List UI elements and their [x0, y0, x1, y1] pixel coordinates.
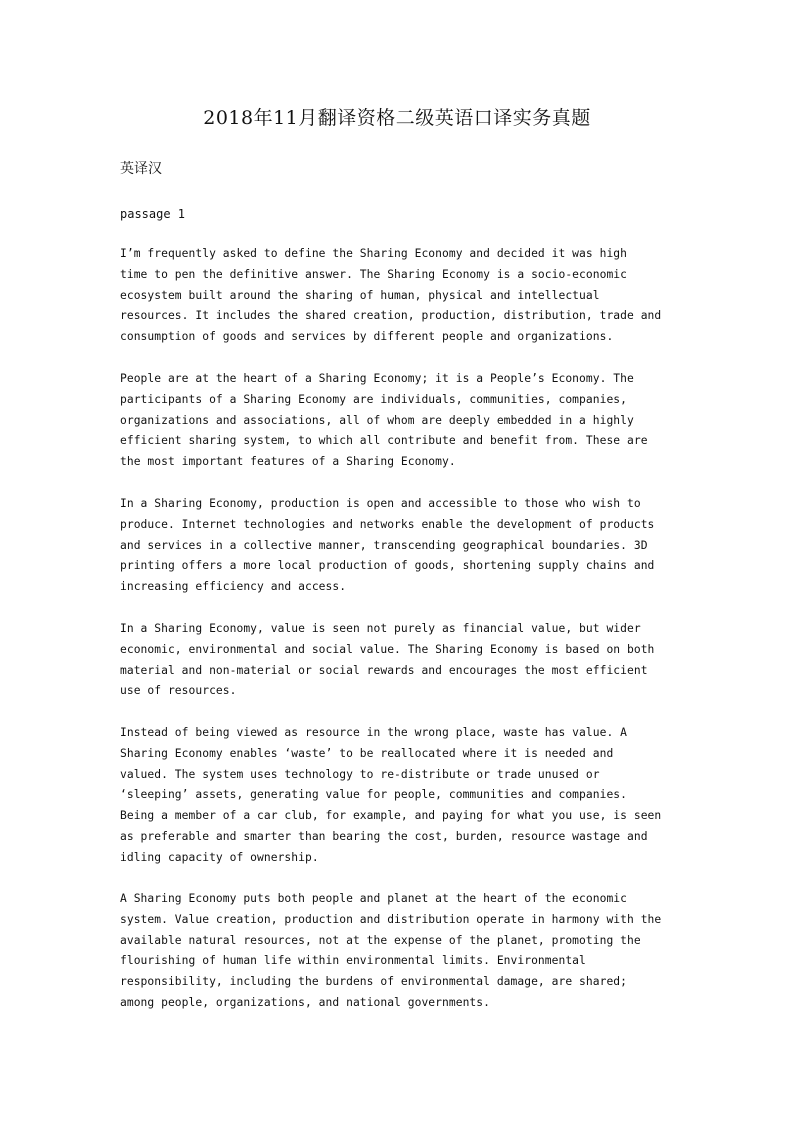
paragraph-1: I’m frequently asked to define the Sharing Economy and decided it was high time to pen the definitive answer. The Sharing Economy is a socio-economic ecosystem built around the sharing of human, physical and intellectual resources. It includes the shared creation, production, distribution, trade and consumption of goods and services by different people and organizations.: [120, 247, 662, 344]
paragraph-3: In a Sharing Economy, production is open and accessible to those who wish to produce. Internet technologies and networks enable the development of products and services in a collective manner, transcending geographical boundaries. 3D printing offers a more local production of goods, shortening supply chains and increasing efficiency and access.: [120, 497, 655, 594]
paragraph-4: In a Sharing Economy, value is seen not purely as financial value, but wider economic, environmental and social value. The Sharing Economy is based on both material and non-material or social rewards and encourages the most efficient use of resources.: [120, 622, 655, 698]
section-heading: 英译汉: [120, 161, 162, 177]
passage-label: passage 1: [120, 207, 186, 221]
document-title: 2018年11月翻译资格二级英语口译实务真题: [203, 107, 591, 129]
paragraph-2: People are at the heart of a Sharing Economy; it is a People’s Economy. The participants of a Sharing Economy are individuals, communities, companies, organizations and associations, all of whom are deeply embedded in a highly efficient sharing system, to which all contribute and benefit from. These are the most important features of a Sharing Economy.: [120, 372, 648, 469]
paragraph-5: Instead of being viewed as resource in the wrong place, waste has value. A Sharing Economy enables ‘waste’ to be reallocated where it is needed and valued. The system uses technology to re-distribute or trade unused or ‘sleeping’ assets, generating value for people, communities and companies. Being a member of a car club, for example, and paying for what you use, is seen as preferable and smarter than bearing the cost, burden, resource wastage and idling capacity of ownership.: [120, 726, 662, 864]
paragraph-6: A Sharing Economy puts both people and planet at the heart of the economic system. Value creation, production and distribution operate in harmony with the available natural resources, not at the expense of the planet, promoting the flourishing of human life within environmental limits. Environmental responsibility, including the burdens of environmental damage, are shared; among people, organizations, and national governments.: [120, 892, 662, 1009]
